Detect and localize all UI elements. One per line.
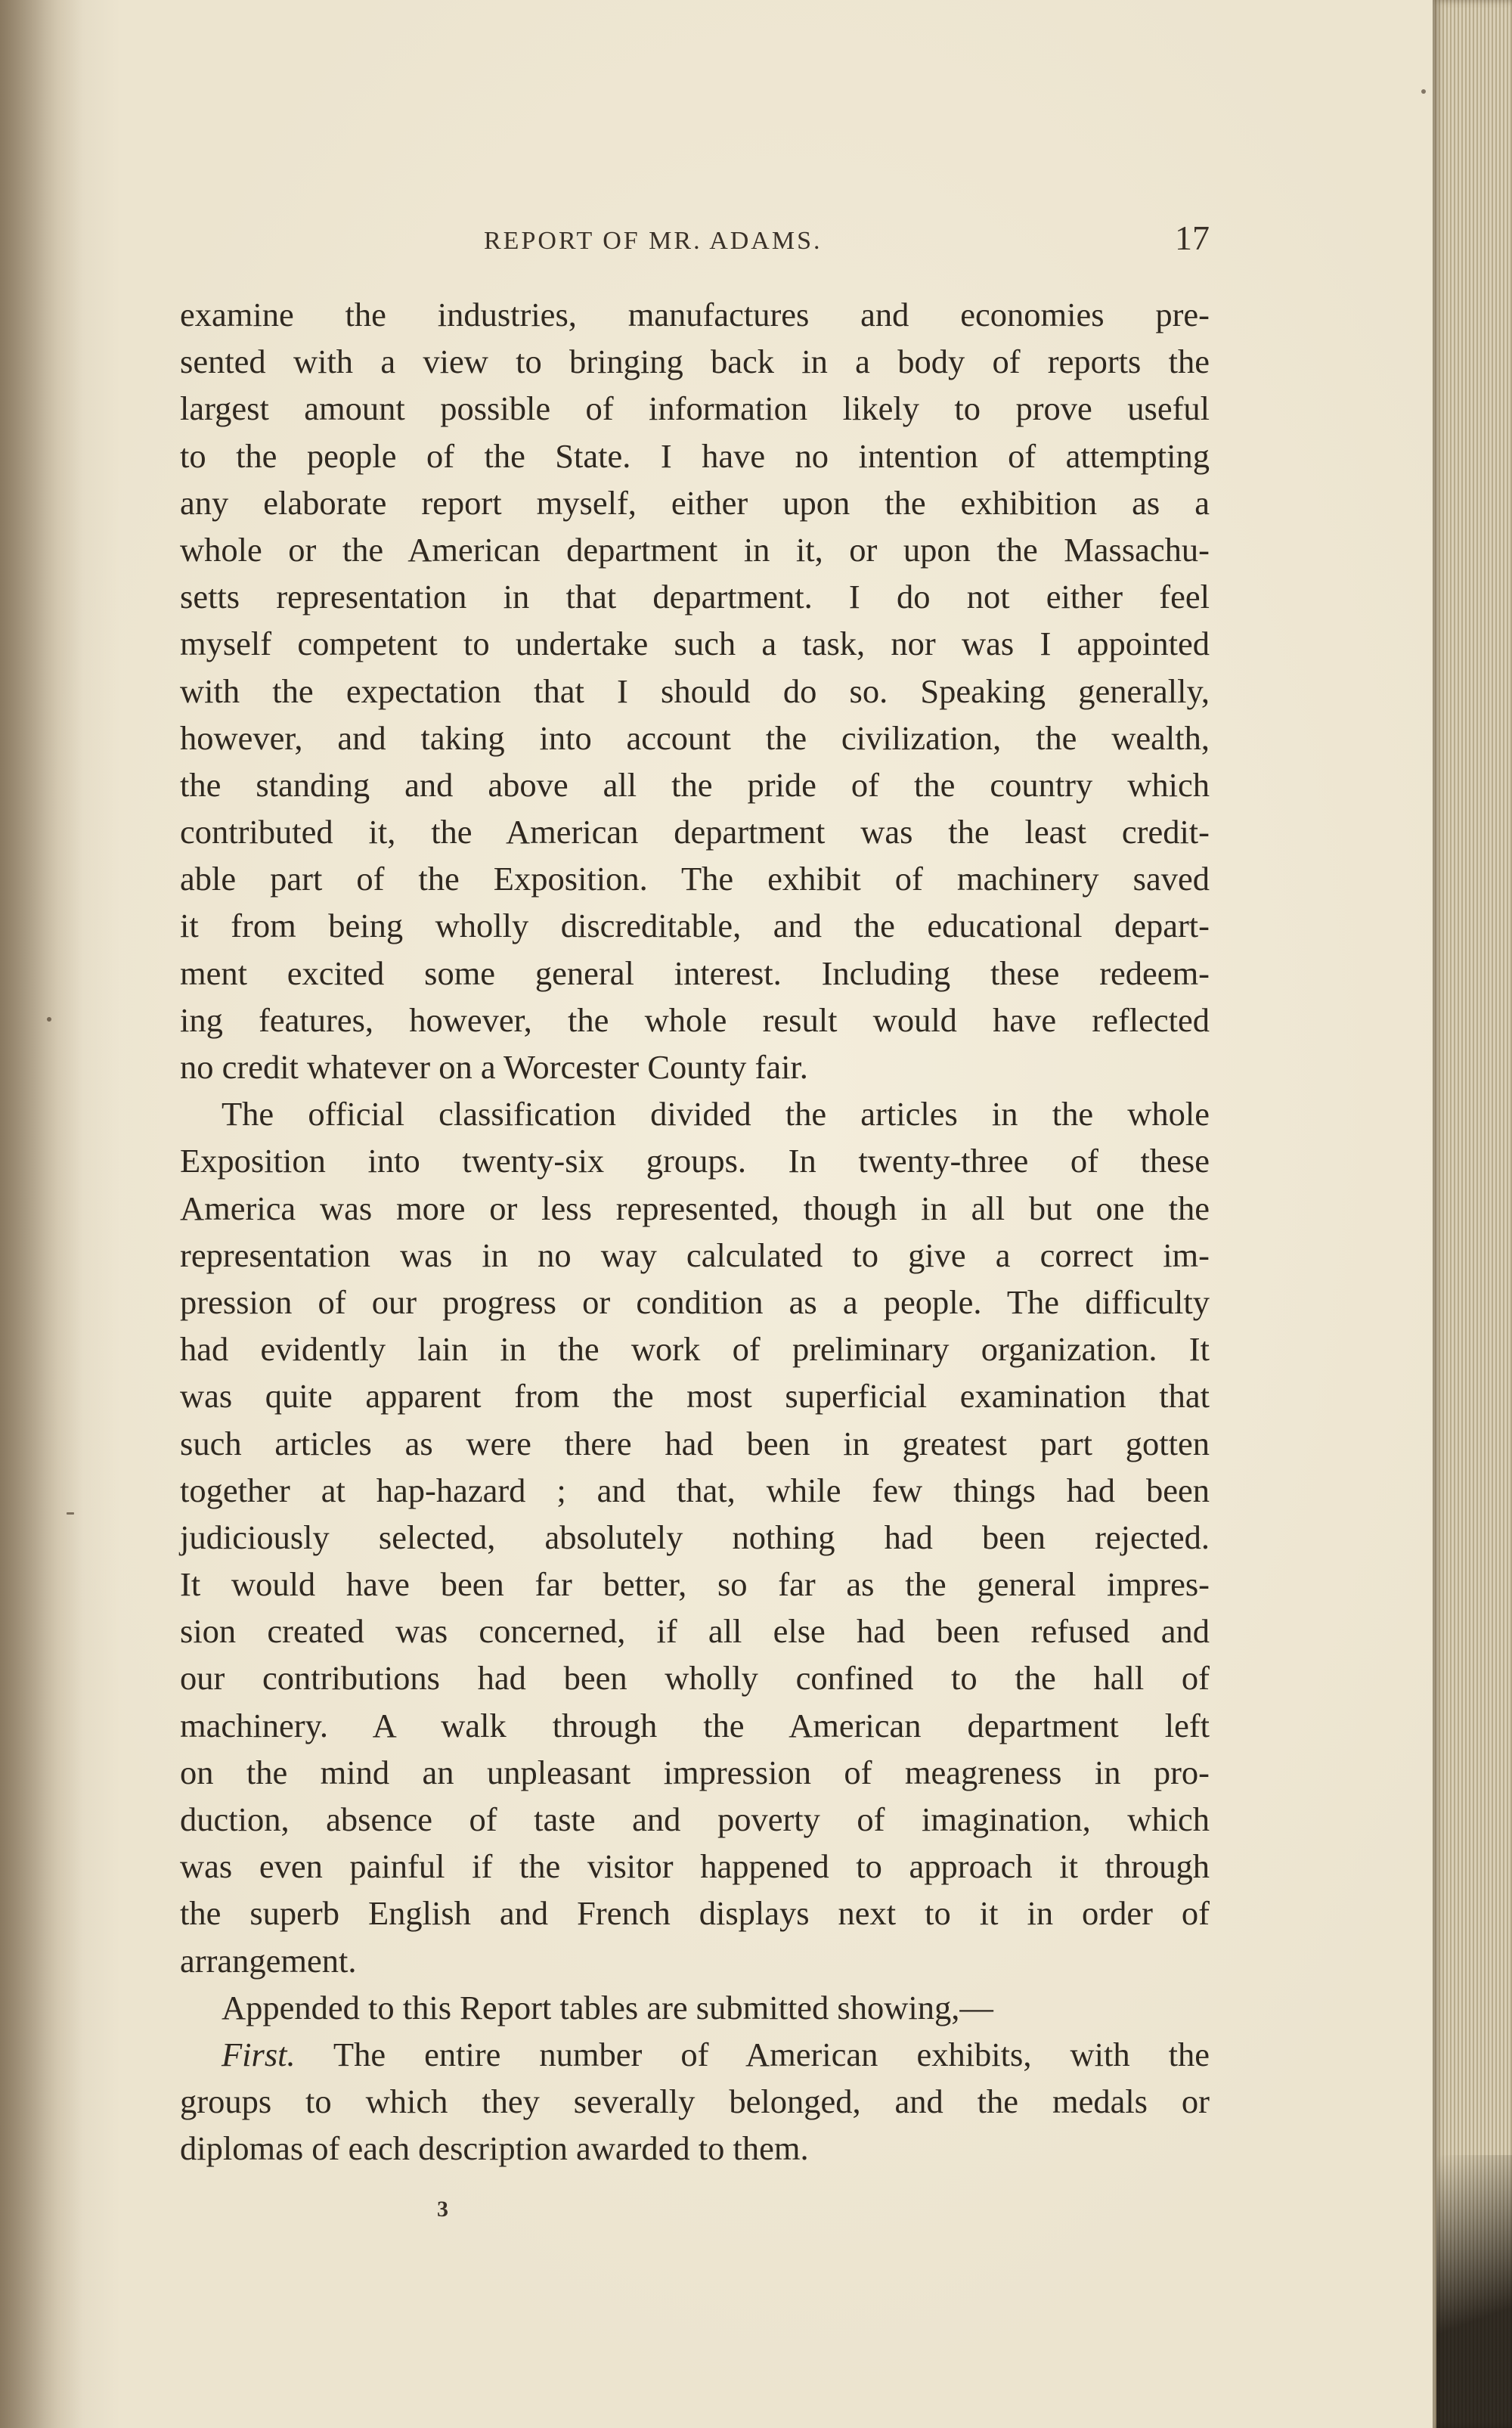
text-line: groups to which they severally belonged, and the medals or xyxy=(180,2082,1210,2121)
text-line: setts representation in that department. I do not either feel xyxy=(180,578,1210,616)
paragraph-4 xyxy=(180,2031,1210,2172)
paper-speck xyxy=(1421,89,1426,94)
body-text xyxy=(180,291,1210,2172)
text-line: however, and taking into account the civilization, the wealth, xyxy=(180,718,1210,757)
lead-italic: First. xyxy=(222,2035,296,2073)
lead-line-text: The entire number of American exhibits, with the xyxy=(295,2035,1210,2073)
text-line: the standing and above all the pride of the country which xyxy=(180,765,1210,804)
running-title: REPORT OF MR. ADAMS. xyxy=(484,227,823,255)
text-line: judiciously selected, absolutely nothing had been rejected. xyxy=(180,1518,1210,1556)
text-line: was even painful if the visitor happened to approach it through xyxy=(180,1847,1210,1886)
text-line: the superb English and French displays next to it in order of xyxy=(180,1894,1210,1933)
book-page-edges xyxy=(1433,0,1512,2428)
paper-speck xyxy=(47,1017,51,1022)
text-line: duction, absence of taste and poverty of imagination, which xyxy=(180,1800,1210,1838)
text-line: sion created was concerned, if all else had been refused and xyxy=(180,1612,1210,1651)
text-line: with the expectation that I should do so. Speaking generally, xyxy=(180,671,1210,710)
text-line: representation was in no way calculated to give a correct im- xyxy=(180,1236,1210,1274)
text-line: Exposition into twenty-six groups. In twenty-three of these xyxy=(180,1142,1210,1180)
text-line: machinery. A walk through the American department left xyxy=(180,1706,1210,1744)
text-line: any elaborate report myself, either upon the exhibition as a xyxy=(180,483,1210,522)
text-line: ment excited some general interest. Including these redeem- xyxy=(180,954,1210,992)
text-line: was quite apparent from the most superficial examination that xyxy=(180,1377,1210,1416)
paragraph-2 xyxy=(180,1090,1210,1984)
text-line: together at hap-hazard ; and that, while few things had been xyxy=(180,1471,1210,1509)
text-line: arrangement. xyxy=(180,1941,357,1980)
signature-mark: 3 xyxy=(437,2197,448,2222)
text-line: on the mind an unpleasant impression of meagreness in pro- xyxy=(180,1753,1210,1791)
text-line: pression of our progress or condition as a people. The difficulty xyxy=(180,1282,1210,1321)
text-line: sented with a view to bringing back in a body of reports the xyxy=(180,343,1210,381)
text-line: whole or the American department in it, or upon the Massachu- xyxy=(180,530,1210,569)
text-line: America was more or less represented, though in all but one the xyxy=(180,1189,1210,1227)
text-line: largest amount possible of information likely to prove useful xyxy=(180,389,1210,428)
paragraph-1 xyxy=(180,291,1210,1090)
text-line: it from being wholly discreditable, and the educational depart- xyxy=(180,907,1210,945)
binding-gutter-shadow xyxy=(0,0,83,2428)
text-line: examine the industries, manufactures and economies pre- xyxy=(180,296,1210,333)
text-line: had evidently lain in the work of preliminary organization. It xyxy=(180,1330,1210,1369)
text-line: myself competent to undertake such a task, nor was I appointed xyxy=(180,625,1210,663)
text-line: such articles as were there had been in greatest part gotten xyxy=(180,1424,1210,1462)
text-line: no credit whatever on a Worcester County fair. xyxy=(180,1048,808,1086)
text-line: ing features, however, the whole result would have reflected xyxy=(180,1000,1210,1039)
text-line: able part of the Exposition. The exhibit of machinery saved xyxy=(180,860,1210,898)
text-line: our contributions had been wholly confined to the hall of xyxy=(180,1659,1210,1698)
text-line: Appended to this Report tables are submitted showing,— xyxy=(222,1988,993,2026)
corner-shadow xyxy=(1436,2155,1512,2428)
text-line: to the people of the State. I have no intention of attempting xyxy=(180,436,1210,475)
text-line: diplomas of each description awarded to them. xyxy=(180,2129,809,2168)
text-line-with-lead xyxy=(180,2031,1210,2078)
paragraph-3 xyxy=(180,1984,1210,2031)
page-number: 17 xyxy=(1175,219,1210,257)
text-line: contributed it, the American department was the least credit- xyxy=(180,813,1210,851)
running-head xyxy=(181,212,1210,265)
text-line: The official classification divided the articles in the whole xyxy=(222,1095,1210,1133)
paper-speck xyxy=(67,1512,74,1515)
text-line: It would have been far better, so far as the general impres- xyxy=(180,1565,1210,1604)
